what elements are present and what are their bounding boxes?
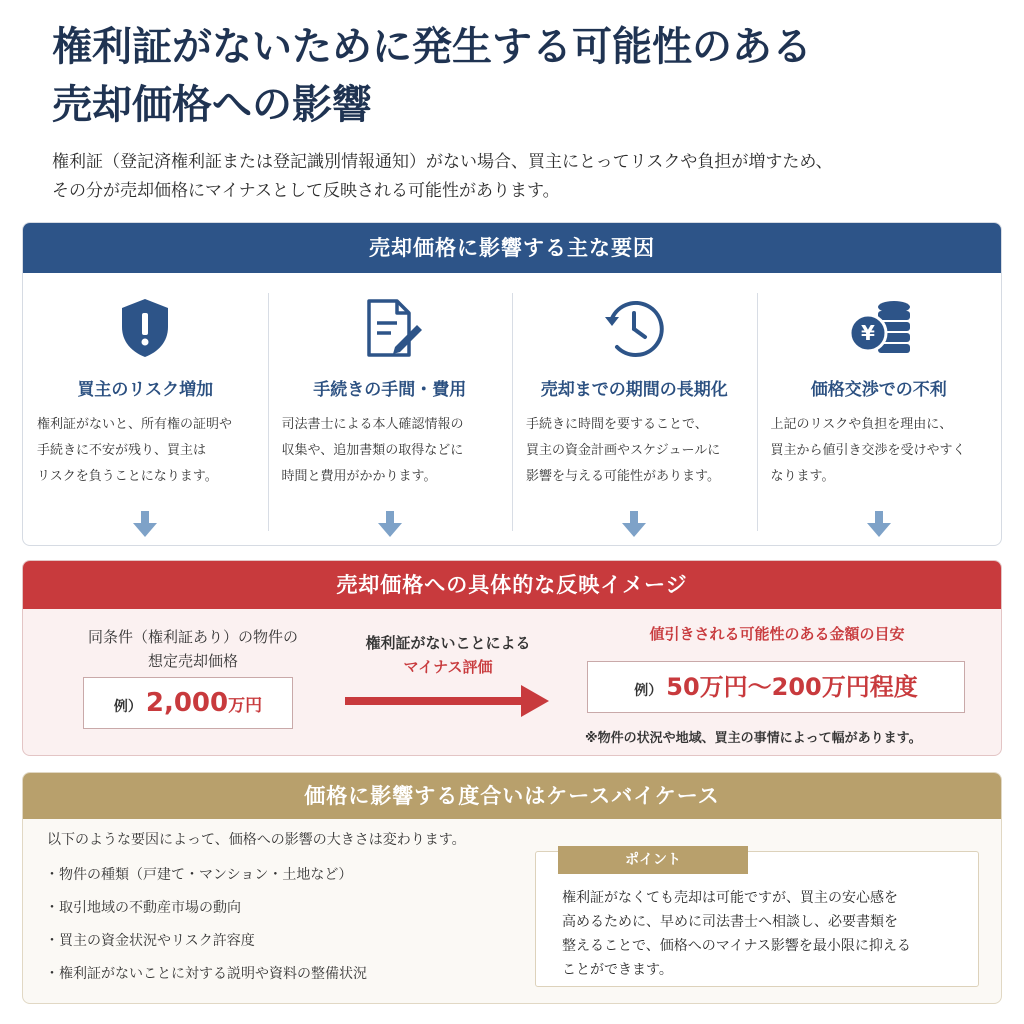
factor-title: 売却までの期間の長期化 <box>540 380 728 400</box>
factor-line: 手続きに時間を要することで、 <box>526 417 708 432</box>
base-price-caption <box>73 625 313 673</box>
intro-line: 権利証（登記済権利証または登記識別情報通知）がない場合、買主にとってリスクや負担が増すため、 <box>52 152 833 172</box>
factor-line: 上記のリスクや負担を理由に、 <box>770 417 953 432</box>
reflection-heading: 売却価格への具体的な反映イメージ <box>23 561 1001 609</box>
discount-range-value: 50万円〜200万円程度 <box>666 673 918 701</box>
svg-text:¥: ¥ <box>860 321 875 345</box>
point-label: ポイント <box>558 846 748 874</box>
factor-description <box>512 412 757 490</box>
factor-line: 司法書士による本人確認情報の <box>281 417 464 432</box>
arrow-right-icon <box>345 683 551 719</box>
factor-line: 権利証がないと、所有権の証明や <box>37 417 233 432</box>
point-text <box>562 886 972 982</box>
case-heading: 価格に影響する度合いはケースバイケース <box>23 773 1001 819</box>
base-price-box <box>83 677 293 729</box>
factor-line: 買主の資金計画やスケジュールに <box>526 443 721 458</box>
case-section <box>22 772 1002 1004</box>
minus-caption-text: 権利証がないことによる <box>365 634 531 652</box>
factor-line: なります。 <box>770 469 835 484</box>
list-item: ・ 物件の種類（戸建て・マンション・土地など） <box>45 859 367 892</box>
page-title-line: 売却価格への影響 <box>52 81 372 128</box>
point-line: 高めるために、早めに司法書士へ相談し、必要書類を <box>562 914 898 930</box>
factor-description <box>23 412 268 490</box>
factor-card <box>23 273 268 545</box>
range-note: ※物件の状況や地域、買主の事情によって幅があります。 <box>585 731 922 746</box>
base-price-unit: 万円 <box>228 696 263 716</box>
arrow-down-icon <box>864 509 894 539</box>
minus-caption <box>343 631 553 679</box>
list-item: ・ 買主の資金状況やリスク許容度 <box>45 925 367 958</box>
shield-alert-icon <box>110 293 180 363</box>
discount-range-caption: 値引きされる可能性のある金額の目安 <box>649 625 905 643</box>
factor-card <box>512 273 757 545</box>
arrow-down-icon <box>375 509 405 539</box>
factor-title: 価格交渉での不利 <box>810 380 947 400</box>
base-price-value: 2,000 <box>145 688 229 718</box>
factor-card <box>268 273 513 545</box>
page-title <box>52 18 992 134</box>
arrow-down-icon <box>130 509 160 539</box>
factors-heading: 売却価格に影響する主な要因 <box>23 223 1001 273</box>
factor-line: 影響を与える可能性があります。 <box>526 469 720 484</box>
yen-coins-icon <box>844 293 914 363</box>
discount-range-box <box>587 661 965 713</box>
factor-description <box>757 412 1002 490</box>
factors-grid <box>23 273 1001 545</box>
factor-card <box>757 273 1002 545</box>
page-title-line: 権利証がないために発生する可能性のある <box>52 23 812 70</box>
point-box <box>535 851 979 987</box>
list-item: ・ 権利証がないことに対する説明や資料の整備状況 <box>45 958 367 991</box>
clock-icon <box>599 293 669 363</box>
list-item: ・ 取引地域の不動産市場の動向 <box>45 892 367 925</box>
factor-title: 手続きの手間・費用 <box>313 380 467 400</box>
intro-text <box>52 148 1002 206</box>
factor-line: 時間と費用がかかります。 <box>281 469 437 484</box>
base-caption-line: 想定売却価格 <box>147 652 238 670</box>
factor-line: 手続きに不安が残り、買主は <box>37 443 207 458</box>
example-label: 例） <box>113 699 142 715</box>
intro-line: その分が売却価格にマイナスとして反映される可能性があります。 <box>52 181 560 201</box>
factor-bullet-list <box>45 859 367 991</box>
minus-label: マイナス評価 <box>403 658 493 676</box>
arrow-down-icon <box>619 509 649 539</box>
example-label: 例） <box>634 683 663 699</box>
factor-line: リスクを負うことになります。 <box>37 469 218 484</box>
point-line: 整えることで、価格へのマイナス影響を最小限に抑える <box>562 938 911 954</box>
factor-line: 収集や、追加書類の取得などに <box>281 443 464 458</box>
reflection-section <box>22 560 1002 756</box>
point-line: ことができます。 <box>562 962 673 978</box>
factors-section <box>22 222 1002 546</box>
document-pen-icon <box>355 293 425 363</box>
factor-title: 買主のリスク増加 <box>77 380 214 400</box>
case-lead: 以下のような要因によって、価格への影響の大きさは変わります。 <box>47 832 466 848</box>
point-line: 権利証がなくても売却は可能ですが、買主の安心感を <box>562 890 898 906</box>
factor-description <box>268 412 513 490</box>
base-caption-line: 同条件（権利証あり）の物件の <box>87 628 298 646</box>
factor-line: 買主から値引き交渉を受けやすく <box>770 443 966 458</box>
